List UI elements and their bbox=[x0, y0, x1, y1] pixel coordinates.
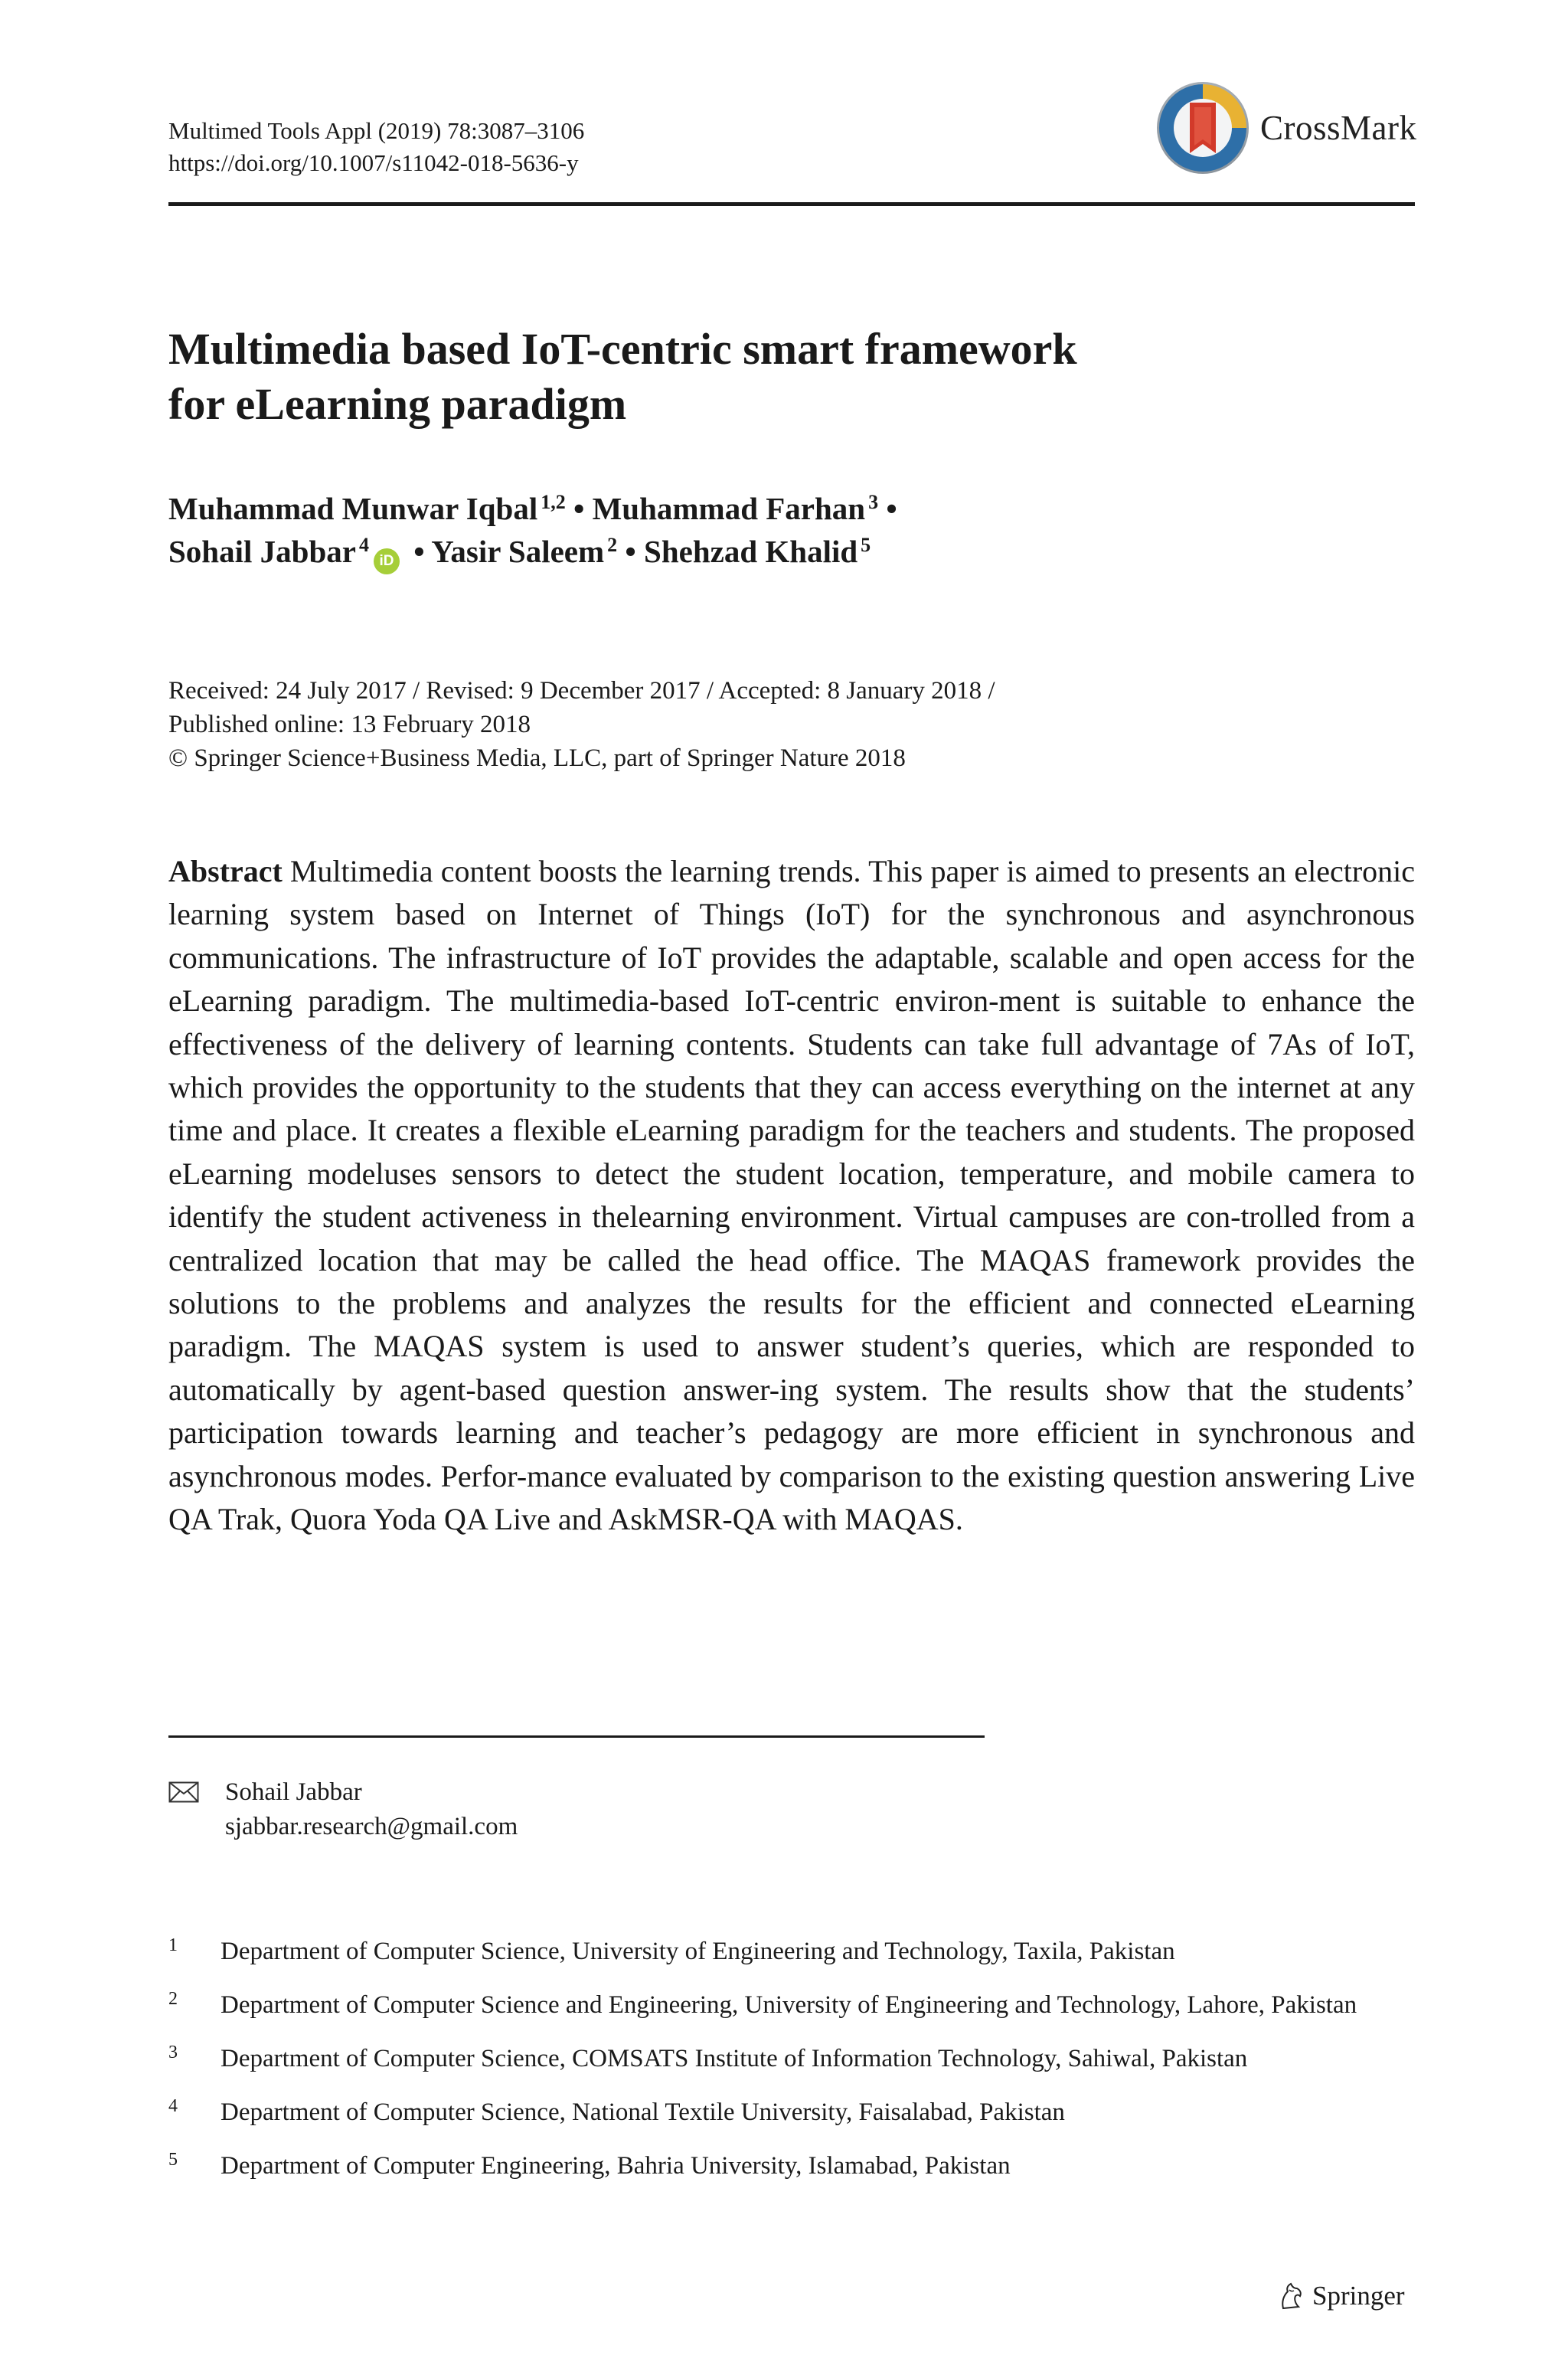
publication-dates bbox=[168, 674, 1393, 775]
author-separator: • bbox=[625, 534, 636, 569]
crossmark-label: CrossMark bbox=[1260, 109, 1417, 147]
author-affiliation-marker: 4 bbox=[358, 534, 369, 556]
journal-citation: Multimed Tools Appl (2019) 78:3087–3106 bbox=[168, 117, 585, 144]
corresponding-author-email[interactable]: sjabbar.research@gmail.com bbox=[225, 1813, 518, 1840]
affiliation-number: 5 bbox=[168, 2150, 178, 2170]
author-name[interactable]: Sohail Jabbar bbox=[168, 534, 356, 569]
author-separator: • bbox=[886, 491, 897, 526]
affiliation-number: 1 bbox=[168, 1935, 178, 1955]
header-divider bbox=[168, 202, 1415, 206]
corresponding-author-name: Sohail Jabbar bbox=[225, 1778, 362, 1806]
affiliation-text: Department of Computer Science, COMSATS Institute of Information Technology, Sahiwal, Pakistan bbox=[220, 2045, 1248, 2072]
abstract bbox=[168, 850, 1415, 1542]
author-name[interactable]: Muhammad Farhan bbox=[592, 491, 866, 526]
author-list bbox=[168, 487, 1393, 574]
author-affiliation-marker: 2 bbox=[607, 534, 618, 556]
footnote-divider bbox=[168, 1735, 985, 1738]
author-name[interactable]: Muhammad Munwar Iqbal bbox=[168, 491, 538, 526]
journal-header bbox=[168, 115, 584, 179]
received-revised-accepted: Received: 24 July 2017 / Revised: 9 December 2017 / Accepted: 8 January 2018 / bbox=[168, 677, 995, 705]
author-affiliation-marker: 1,2 bbox=[541, 491, 566, 513]
copyright-notice: © Springer Science+Business Media, LLC, part of Springer Nature 2018 bbox=[168, 744, 906, 772]
affiliation-text: Department of Computer Science and Engineering, University of Engineering and Technology, Lahore, Pakistan bbox=[220, 1991, 1357, 2019]
paper-title bbox=[168, 322, 1317, 432]
affiliation-item bbox=[168, 1988, 1424, 2023]
abstract-label: Abstract bbox=[168, 854, 283, 888]
publisher-label: Springer bbox=[1312, 2281, 1405, 2311]
crossmark-icon bbox=[1155, 80, 1251, 176]
affiliation-text: Department of Computer Engineering, Bahria University, Islamabad, Pakistan bbox=[220, 2152, 1011, 2180]
affiliation-text: Department of Computer Science, University of Engineering and Technology, Taxila, Pakistan bbox=[220, 1938, 1175, 1965]
author-affiliation-marker: 5 bbox=[861, 534, 871, 556]
published-online: Published online: 13 February 2018 bbox=[168, 711, 531, 738]
affiliation-number: 2 bbox=[168, 1989, 178, 2009]
affiliation-number: 4 bbox=[168, 2096, 178, 2116]
title-line-1: Multimedia based IoT-centric smart framework bbox=[168, 324, 1077, 374]
affiliation-item bbox=[168, 2042, 1424, 2076]
affiliation-item bbox=[168, 2149, 1424, 2183]
crossmark-badge[interactable] bbox=[1155, 80, 1417, 176]
doi-link[interactable]: https://doi.org/10.1007/s11042-018-5636-y bbox=[168, 149, 579, 176]
author-separator: • bbox=[573, 491, 585, 526]
affiliation-text: Department of Computer Science, National Textile University, Faisalabad, Pakistan bbox=[220, 2098, 1065, 2126]
springer-horse-icon bbox=[1276, 2281, 1306, 2311]
title-line-2: for eLearning paradigm bbox=[168, 379, 627, 429]
affiliation-list bbox=[168, 1935, 1424, 2203]
author-line-1 bbox=[168, 487, 1393, 530]
envelope-icon bbox=[168, 1781, 199, 1803]
publisher-logo bbox=[1276, 2281, 1405, 2311]
author-name[interactable]: Yasir Saleem bbox=[431, 534, 605, 569]
correspondence bbox=[168, 1775, 518, 1844]
affiliation-item bbox=[168, 1935, 1424, 1969]
affiliation-number: 3 bbox=[168, 2043, 178, 2062]
author-name[interactable]: Shehzad Khalid bbox=[644, 534, 858, 569]
orcid-icon[interactable]: iD bbox=[374, 548, 400, 574]
author-affiliation-marker: 3 bbox=[868, 491, 879, 513]
affiliation-item bbox=[168, 2095, 1424, 2130]
abstract-text: Multimedia content boosts the learning trends. This paper is aimed to presents an electronic learning system based on Internet of Things (IoT) for the synchronous and asynchronous communications. The infrastructure of IoT provides the adaptable, scalable and open access for the eLearning paradigm. The multimedia-based IoT-centric environ-ment is suitable to enhance the effectiveness of the delivery of learning contents. Students can take full advantage of 7As of IoT, which provides the opportunity to the students that they can access everything on the internet at any time and place. It creates a flexible eLearning paradigm for the teachers and students. The proposed eLearning modeluses sensors to detect the student location, temperature, and mobile camera to identify the student activeness in thelearning environment. Virtual campuses are con-trolled from a centralized location that may be called the head office. The MAQAS framework provides the solutions to the problems and analyzes the results for the efficient and connected eLearning paradigm. The MAQAS system is used to answer student’s queries, which are responded to automatically by agent-based question answer-ing system. The results show that the students’ participation towards learning and teacher’s pedagogy are more efficient in synchronous and asynchronous modes. Perfor-mance evaluated by comparison to the existing question answering Live QA Trak, Quora Yoda QA Live and AskMSR-QA with MAQAS. bbox=[168, 854, 1415, 1537]
author-separator: • bbox=[413, 534, 425, 569]
author-line-2 bbox=[168, 530, 1393, 574]
